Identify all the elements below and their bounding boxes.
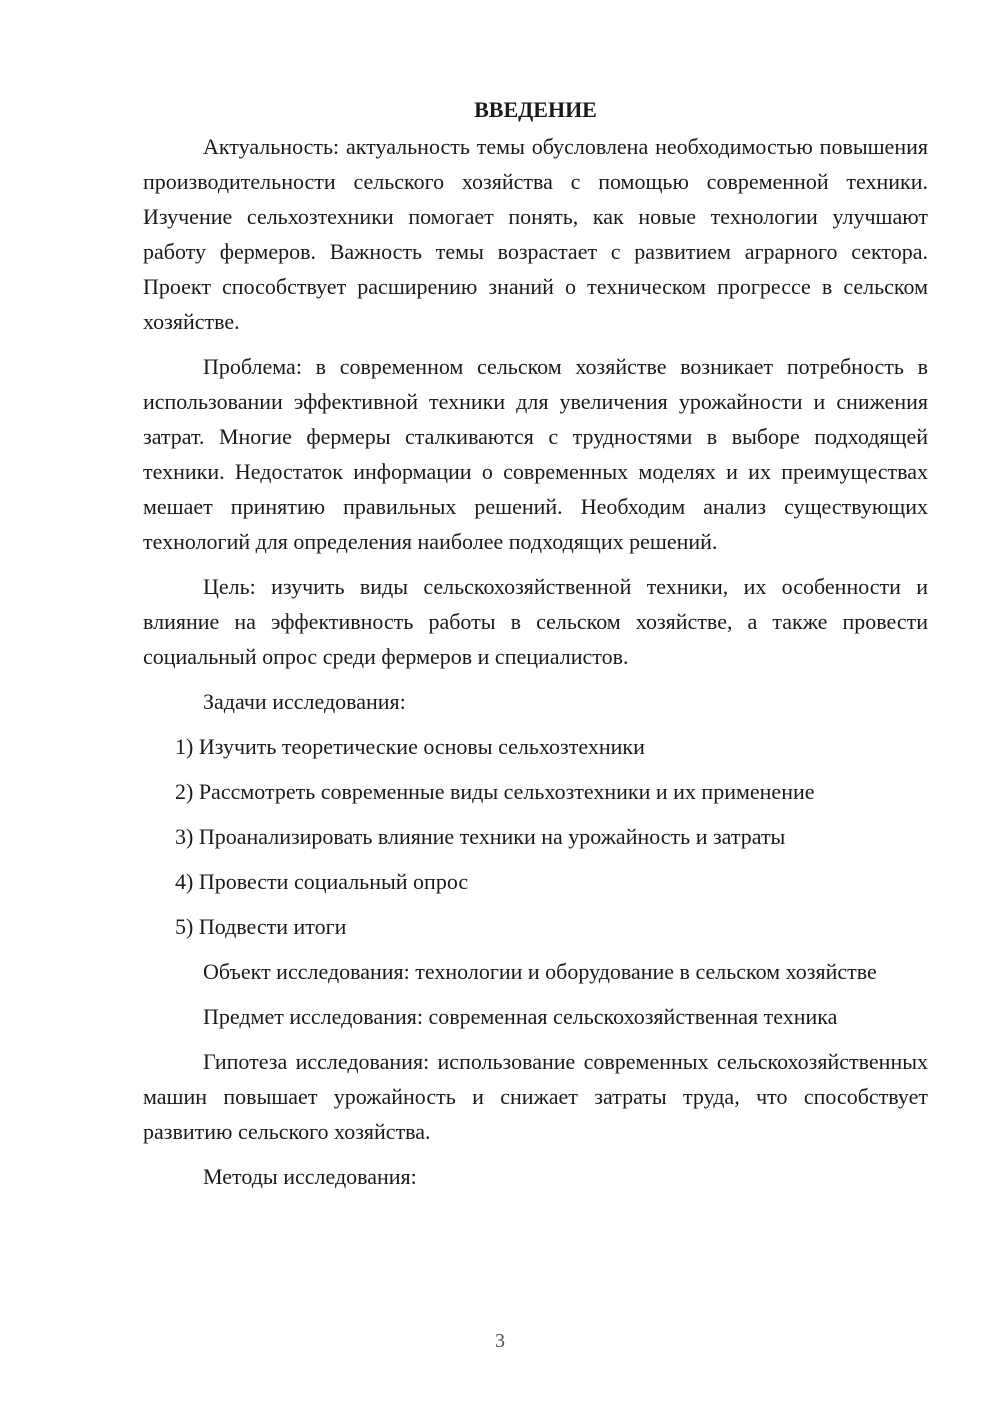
relevance-paragraph: Актуальность: актуальность темы обусловлена необходимостью повышения производительности сельского хозяйства с помощью современной техники. Изучение сельхозтехники помогает понять, как новые технологии улучшают работу фермеров. Важность темы возрастает с развитием аграрного сектора. Проект способствует расширению знаний о техническом прогрессе в сельском хозяйстве. [143,134,928,334]
hypothesis-paragraph: Гипотеза исследования: использование современных сельскохозяйственных машин повышает урожайность и снижает затраты труда, что способствует развитию сельского хозяйства. [143,1049,928,1144]
document-page [143,92,928,1204]
list-item: 5) Подвести итоги [175,914,347,939]
list-item: 2) Рассмотреть современные виды сельхозтехники и их применение [175,779,815,804]
list-item: 4) Провести социальный опрос [175,869,469,894]
list-item: 1) Изучить теоретические основы сельхозтехники [175,734,645,759]
problem-paragraph: Проблема: в современном сельском хозяйстве возникает потребность в использовании эффективной техники для увеличения урожайности и снижения затрат. Многие фермеры сталкиваются с трудностями в выборе подходящей техники. Недостаток информации о современных моделях и их преимуществах мешает принятию правильных решений. Необходим анализ существующих технологий для определения наиболее подходящих решений. [143,354,928,554]
list-item: 3) Проанализировать влияние техники на урожайность и затраты [175,824,786,849]
goal-paragraph: Цель: изучить виды сельскохозяйственной техники, их особенности и влияние на эффективность работы в сельском хозяйстве, а также провести социальный опрос среди фермеров и специалистов. [143,574,928,669]
page-number: 3 [495,1330,505,1352]
tasks-list [143,729,928,944]
tasks-heading: Задачи исследования: [203,689,406,714]
methods-heading: Методы исследования: [203,1164,417,1189]
page-title: ВВЕДЕНИЕ [474,97,597,122]
subject-paragraph: Предмет исследования: современная сельскохозяйственная техника [203,1004,838,1029]
object-paragraph: Объект исследования: технологии и оборудование в сельском хозяйстве [203,959,877,984]
